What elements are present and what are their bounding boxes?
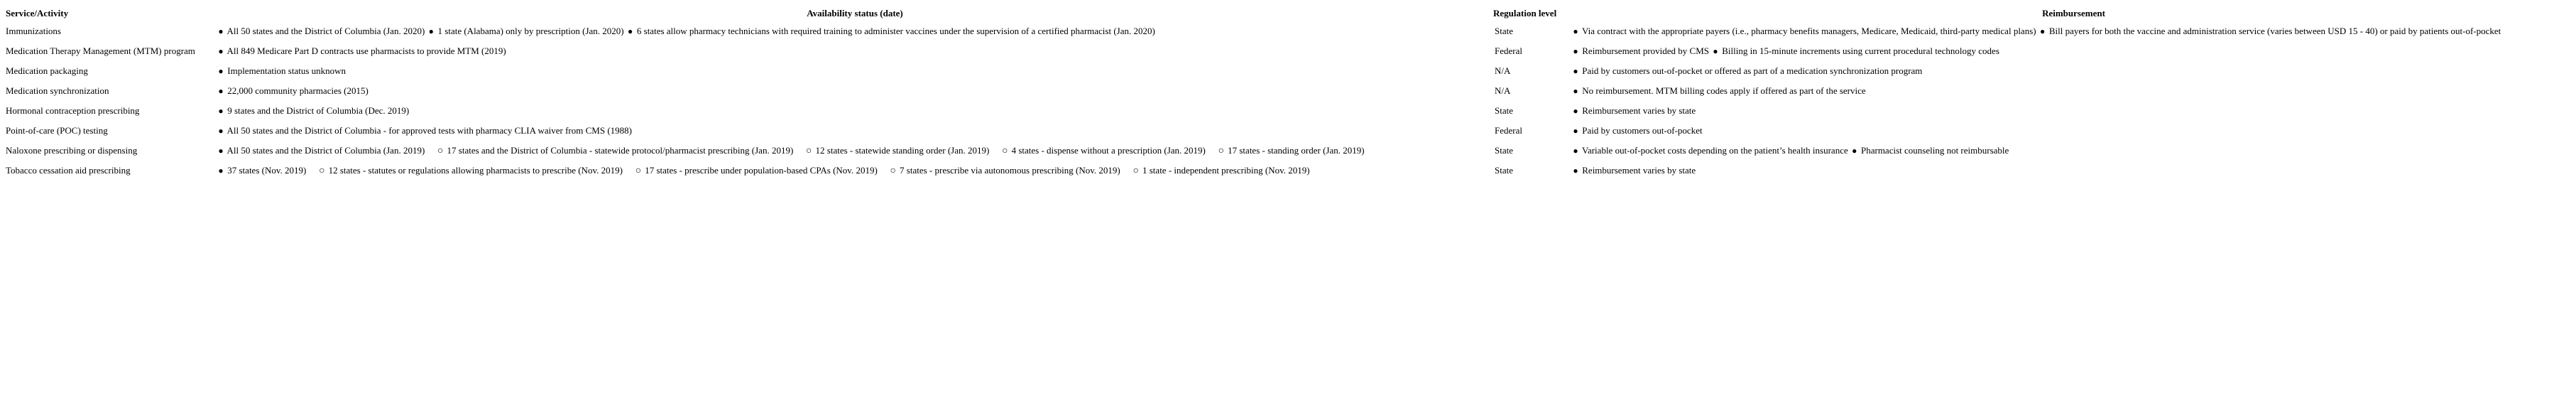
status-item-text: 17 states - standing order (Jan. 2019) <box>1228 145 1365 156</box>
status-item-text: 7 states - prescribe via autonomous prescribing (Nov. 2019) <box>900 165 1120 176</box>
status-item-text: 17 states - prescribe under population-based CPAs (Nov. 2019) <box>645 165 878 176</box>
service-activity-cell: Medication packaging <box>6 65 88 76</box>
filled-circle-bullet-icon <box>1571 121 1580 141</box>
status-item <box>427 26 623 36</box>
filled-circle-bullet-icon <box>1571 61 1580 81</box>
table-body <box>6 21 2576 181</box>
header-availability-status: Availability status (date) <box>807 8 903 18</box>
reimbursement-cell <box>1571 81 2576 101</box>
header-regulation-level: Regulation level <box>1493 8 1557 18</box>
status-item <box>217 105 409 116</box>
reimbursement-item-text: Paid by customers out-of-pocket or offered as part of a medication synchronization program <box>1582 65 1923 76</box>
regulation-level-cell: State <box>1495 26 1513 36</box>
reimbursement-item-text: Reimbursement varies by state <box>1582 165 1696 176</box>
reimbursement-cell <box>1571 21 2576 41</box>
availability-status-cell <box>217 61 1493 81</box>
status-item <box>217 26 425 36</box>
availability-status-cell <box>217 161 1493 181</box>
table-row <box>6 101 2576 121</box>
status-item <box>217 165 306 176</box>
table-row <box>6 121 2576 141</box>
regulation-level-cell: Federal <box>1495 125 1522 136</box>
regulation-level-cell: Federal <box>1495 45 1522 56</box>
reimbursement-item <box>1571 85 1866 96</box>
filled-circle-bullet-icon <box>217 161 225 181</box>
open-circle-bullet-icon <box>1132 161 1140 181</box>
open-circle-bullet-icon <box>634 161 643 181</box>
regulation-level-cell: State <box>1495 105 1513 116</box>
regulation-level-cell: N/A <box>1495 85 1511 96</box>
status-item-text: All 50 states and the District of Columbia - for approved tests with pharmacy CLIA waiver from CMS (1988) <box>227 125 632 136</box>
regulation-level-cell: N/A <box>1495 65 1511 76</box>
open-circle-bullet-icon <box>1000 141 1009 161</box>
filled-circle-bullet-icon <box>217 41 225 61</box>
availability-status-cell <box>217 41 1493 61</box>
service-activity-cell: Point-of-care (POC) testing <box>6 125 108 136</box>
filled-circle-bullet-icon <box>217 121 225 141</box>
header-reimbursement: Reimbursement <box>2042 8 2105 18</box>
availability-status-cell <box>217 141 1493 161</box>
open-circle-bullet-icon <box>889 161 897 181</box>
status-item-text: 4 states - dispense without a prescription (Jan. 2019) <box>1011 145 1206 156</box>
status-item <box>804 145 989 156</box>
service-activity-cell: Medication Therapy Management (MTM) program <box>6 45 195 56</box>
table-row <box>6 41 2576 61</box>
table-row <box>6 61 2576 81</box>
reimbursement-item <box>1571 65 1922 76</box>
reimbursement-item <box>1571 165 1696 176</box>
status-item <box>436 145 793 156</box>
reimbursement-item-text: No reimbursement. MTM billing codes apply if offered as part of the service <box>1582 85 1866 96</box>
status-item-text: 17 states and the District of Columbia - statewide protocol/pharmacist prescribing (Jan. 2019) <box>447 145 794 156</box>
open-circle-bullet-icon <box>436 141 444 161</box>
table-row <box>6 81 2576 101</box>
status-item-text: 22,000 community pharmacies (2015) <box>227 85 369 96</box>
service-activity-cell: Immunizations <box>6 26 61 36</box>
reimbursement-cell <box>1571 101 2576 121</box>
reimbursement-item-text: Bill payers for both the vaccine and administration service (varies between USD 15 - 40) or paid by patients out-of-pocket <box>2048 26 2501 36</box>
filled-circle-bullet-icon <box>217 141 225 161</box>
reimbursement-item <box>1850 145 2009 156</box>
reimbursement-cell <box>1571 121 2576 141</box>
status-item <box>217 45 506 56</box>
filled-circle-bullet-icon <box>217 81 225 101</box>
filled-circle-bullet-icon <box>626 21 635 41</box>
reimbursement-item-text: Variable out-of-pocket costs depending on the patient’s health insurance <box>1582 145 1848 156</box>
pharmacy-services-table-container <box>6 6 2576 181</box>
table-row <box>6 21 2576 41</box>
status-item-text: All 50 states and the District of Columbia (Jan. 2020) <box>227 26 425 36</box>
reimbursement-item-text: Billing in 15-minute increments using current procedural technology codes <box>1722 45 1999 56</box>
filled-circle-bullet-icon <box>1850 141 1859 161</box>
reimbursement-cell <box>1571 141 2576 161</box>
status-item-text: 12 states - statutes or regulations allowing pharmacists to prescribe (Nov. 2019) <box>328 165 623 176</box>
availability-status-cell <box>217 101 1493 121</box>
reimbursement-item <box>1571 105 1696 116</box>
open-circle-bullet-icon <box>1217 141 1226 161</box>
status-item <box>217 145 425 156</box>
availability-status-cell <box>217 21 1493 41</box>
reimbursement-item <box>2039 26 2501 36</box>
filled-circle-bullet-icon <box>427 21 435 41</box>
reimbursement-item-text: Paid by customers out-of-pocket <box>1582 125 1703 136</box>
open-circle-bullet-icon <box>804 141 813 161</box>
status-item <box>217 125 632 136</box>
status-item <box>634 165 878 176</box>
reimbursement-item <box>1711 45 1999 56</box>
status-item <box>317 165 623 176</box>
filled-circle-bullet-icon <box>1571 141 1580 161</box>
reimbursement-item <box>1571 145 1848 156</box>
status-item <box>1000 145 1206 156</box>
status-item-text: 12 states - statewide standing order (Jan. 2019) <box>815 145 990 156</box>
service-activity-cell: Tobacco cessation aid prescribing <box>6 165 131 176</box>
status-item-text: 37 states (Nov. 2019) <box>227 165 307 176</box>
filled-circle-bullet-icon <box>1571 81 1580 101</box>
regulation-level-cell: State <box>1495 145 1513 156</box>
filled-circle-bullet-icon <box>217 21 225 41</box>
status-item-text: 1 state - independent prescribing (Nov. 2019) <box>1142 165 1310 176</box>
pharmacy-services-table <box>6 6 2576 181</box>
filled-circle-bullet-icon <box>217 101 225 121</box>
status-item-text: 6 states allow pharmacy technicians with required training to administer vaccines under the supervision of a certified pharmacist (Jan. 2020) <box>636 26 1155 36</box>
reimbursement-item-text: Reimbursement provided by CMS <box>1582 45 1709 56</box>
status-item-text: Implementation status unknown <box>227 65 346 76</box>
filled-circle-bullet-icon <box>1571 101 1580 121</box>
reimbursement-item <box>1571 45 1709 56</box>
status-item-text: All 849 Medicare Part D contracts use pharmacists to provide MTM (2019) <box>227 45 506 56</box>
reimbursement-item <box>1571 26 2036 36</box>
filled-circle-bullet-icon <box>1711 41 1720 61</box>
filled-circle-bullet-icon <box>217 61 225 81</box>
filled-circle-bullet-icon <box>1571 161 1580 181</box>
reimbursement-item-text: Pharmacist counseling not reimbursable <box>1860 145 2009 156</box>
reimbursement-cell <box>1571 41 2576 61</box>
status-item <box>1132 165 1310 176</box>
service-activity-cell: Naloxone prescribing or dispensing <box>6 145 138 156</box>
regulation-level-cell: State <box>1495 165 1513 176</box>
status-item-text: All 50 states and the District of Columbia (Jan. 2019) <box>227 145 425 156</box>
header-service-activity: Service/Activity <box>6 8 69 18</box>
reimbursement-item <box>1571 125 1703 136</box>
service-activity-cell: Hormonal contraception prescribing <box>6 105 140 116</box>
filled-circle-bullet-icon <box>1571 21 1580 41</box>
table-row <box>6 141 2576 161</box>
open-circle-bullet-icon <box>317 161 326 181</box>
status-item <box>217 65 346 76</box>
reimbursement-item-text: Via contract with the appropriate payers (i.e., pharmacy benefits managers, Medicare, Medicaid, third-party medical plans) <box>1582 26 2036 36</box>
status-item <box>1217 145 1365 156</box>
status-item-text: 9 states and the District of Columbia (Dec. 2019) <box>227 105 410 116</box>
filled-circle-bullet-icon <box>1571 41 1580 61</box>
reimbursement-cell <box>1571 61 2576 81</box>
availability-status-cell <box>217 81 1493 101</box>
status-item-text: 1 state (Alabama) only by prescription (Jan. 2020) <box>437 26 624 36</box>
status-item <box>626 26 1155 36</box>
filled-circle-bullet-icon <box>2039 21 2047 41</box>
status-item <box>889 165 1120 176</box>
service-activity-cell: Medication synchronization <box>6 85 109 96</box>
table-row <box>6 161 2576 181</box>
reimbursement-item-text: Reimbursement varies by state <box>1582 105 1696 116</box>
reimbursement-cell <box>1571 161 2576 181</box>
table-header-row <box>6 6 2576 21</box>
status-item <box>217 85 369 96</box>
availability-status-cell <box>217 121 1493 141</box>
